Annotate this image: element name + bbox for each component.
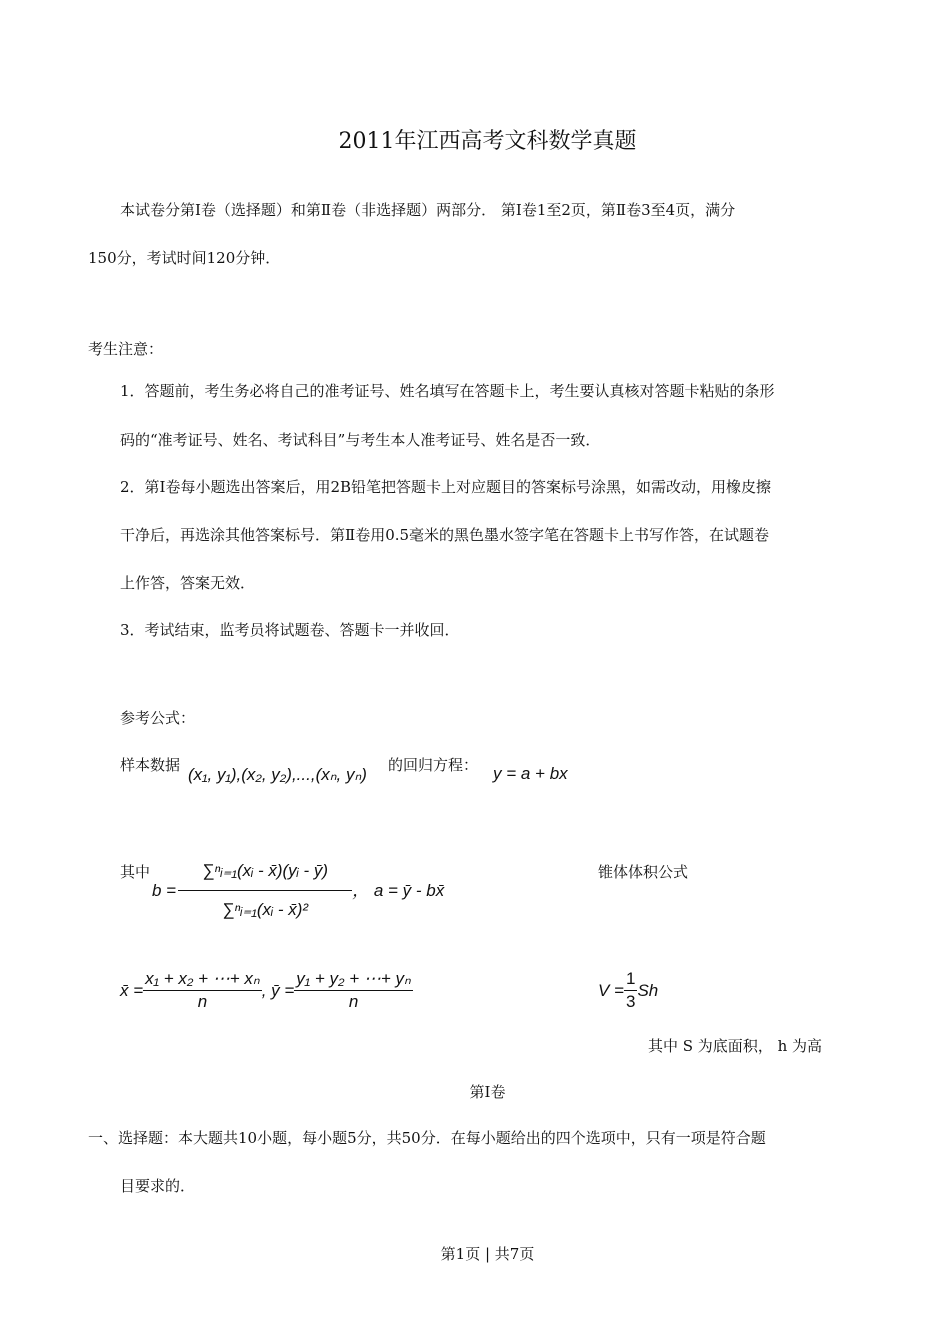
v-denominator: 3 [626,992,636,1011]
v-rhs: Sh [637,980,659,1000]
intro-line: 本试卷分第Ⅰ卷（选择题）和第Ⅱ卷（非选择题）两部分． 第Ⅰ卷1至2页，第Ⅱ卷3至4页，满分 [120,201,736,219]
v-numerator: 1 [624,970,637,991]
notice-line: 2．第Ⅰ卷每小题选出答案后，用2B铅笔把答题卡上对应题目的答案标号涂黑，如需改动，用橡皮擦 [120,478,772,496]
mean-formulas [120,970,413,1011]
part-title: 第Ⅰ卷 [469,1083,506,1101]
regression-equation: y = a + bx [493,764,568,783]
cone-label: 锥体体积公式 [598,863,689,881]
ybar-lhs: , ȳ = [261,980,295,1000]
xbar-numerator: x₁ + x₂ + ⋯+ xₙ [143,970,262,991]
intro-line: 150分，考试时间120分钟． [88,249,281,267]
regression-label: 的回归方程： [388,756,479,774]
ybar-denominator: n [348,992,359,1011]
notice-line: 码的“准考证号、姓名、考试科目”与考生本人准考证号、姓名是否一致． [120,431,601,449]
cone-note: 其中 S 为底面积， h 为高 [648,1037,823,1055]
notice-line: 3．考试结束，监考员将试题卷、答题卡一并收回． [120,621,460,639]
sample-label: 样本数据 [120,756,181,774]
notice-line: 干净后，再选涂其他答案标号．第Ⅱ卷用0.5毫米的黑色墨水签字笔在答题卡上书写作答，在试题卷 [120,526,770,544]
page-footer: 第1页 | 共7页 [440,1245,535,1263]
a-formula: ， a = ȳ - bx̄ [352,880,445,900]
formula-heading: 参考公式： [120,709,196,727]
sample-points: (x₁, y₁),(x₂, y₂),...,(xₙ, yₙ) [188,765,367,784]
b-denominator: ∑ⁿᵢ₌₁(xᵢ - x̄)² [222,900,309,919]
notice-heading: 考生注意： [88,340,164,358]
ybar-numerator: y₁ + y₂ + ⋯+ yₙ [294,970,413,991]
b-numerator: ∑ⁿᵢ₌₁(xᵢ - x̄)(yᵢ - ȳ) [178,862,352,891]
notice-line: 1．答题前，考生务必将自己的准考证号、姓名填写在答题卡上，考生要认真核对答题卡粘贴的条形 [120,382,775,400]
section-heading: 一、选择题：本大题共10小题，每小题5分，共50分．在每小题给出的四个选项中，只有一项是符合题 [88,1129,766,1147]
notice-line: 上作答，答案无效． [120,574,256,592]
cone-volume-formula [598,970,658,1011]
b-formula [152,862,444,919]
v-lhs: V = [598,980,624,1000]
where-label: 其中 [120,863,151,881]
section-heading-cont: 目要求的． [120,1177,196,1195]
b-lhs: b = [152,880,177,900]
xbar-lhs: x̄ = [120,980,144,1000]
xbar-denominator: n [197,992,208,1011]
page-title: 2011年江西高考文科数学真题 [338,129,637,154]
